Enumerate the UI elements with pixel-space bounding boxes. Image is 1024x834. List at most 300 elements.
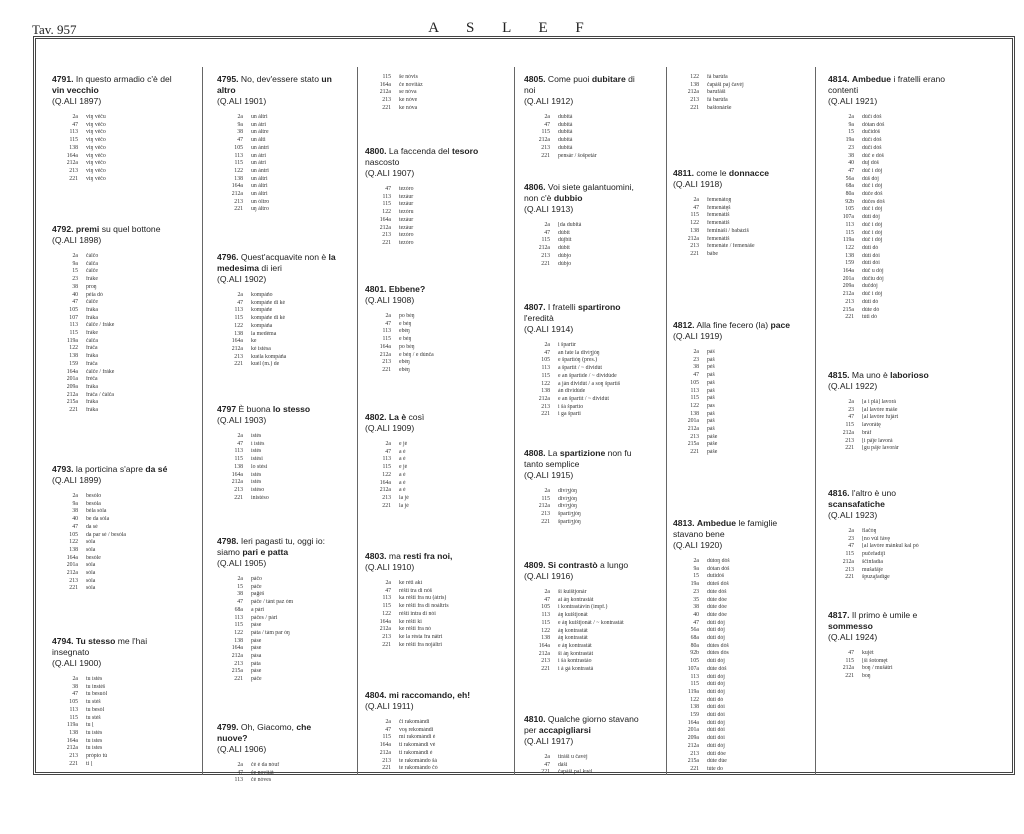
dialect-form: dútes dóš [707, 642, 729, 649]
locality-code: 80a [845, 191, 854, 198]
locality-code: 164a [379, 81, 391, 88]
dialect-form: pensǻr / šošpetǻr [558, 152, 597, 159]
dialect-form: dubitǻ [558, 137, 573, 144]
response-row [673, 758, 797, 766]
dialect-form: e jé [399, 441, 408, 447]
response-row [673, 697, 797, 705]
locality-code: 213 [69, 753, 78, 760]
locality-code: 213 [382, 494, 391, 501]
response-row [828, 114, 952, 122]
dialect-form: dúti dó [707, 696, 724, 703]
response-row [365, 186, 489, 194]
dialect-form: ebéŋ [399, 366, 410, 373]
locality-code: 221 [382, 239, 391, 246]
entry-text: come le [696, 168, 729, 178]
dialect-form: fráka [86, 314, 98, 321]
dialect-form: inistéso [251, 494, 269, 501]
response-row [52, 315, 176, 323]
dialect-form: femenátiš [707, 212, 730, 219]
response-row [217, 114, 341, 122]
map-entry [524, 302, 648, 419]
locality-code: 221 [845, 445, 854, 452]
dialect-form: kompáña [251, 322, 273, 329]
dialect-form: e béŋ / e dúnča [399, 351, 434, 358]
response-row [365, 634, 489, 642]
response-row [828, 283, 952, 291]
entry-text: l'eredità [524, 313, 554, 323]
response-row [52, 691, 176, 699]
locality-code: 221 [234, 361, 243, 368]
dialect-form: te rakomándo čó [399, 765, 438, 772]
response-row [673, 243, 797, 251]
response-row [524, 357, 648, 365]
locality-code: 213 [541, 511, 550, 518]
response-row [217, 433, 341, 441]
locality-code: 213 [541, 403, 550, 410]
response-row [828, 430, 952, 438]
locality-code: 122 [69, 539, 78, 546]
dialect-form: dútoŋ dóš [707, 558, 730, 564]
locality-code: 221 [234, 676, 243, 683]
response-row [673, 573, 797, 581]
dialect-form: tezǻur [399, 224, 414, 231]
locality-code: 2a [544, 222, 550, 228]
dialect-form: páta / tám par óŋ [251, 629, 290, 636]
dialect-form: dúš dój [862, 175, 879, 182]
response-row [524, 411, 648, 419]
locality-code: 122 [541, 380, 550, 387]
dialect-form: be da sóla [86, 516, 110, 523]
entry-title [828, 610, 952, 643]
dialect-form: besólo [86, 493, 102, 499]
response-row [524, 122, 648, 130]
response-row [673, 612, 797, 620]
response-row [365, 194, 489, 202]
response-row [365, 758, 489, 766]
response-list [365, 313, 489, 375]
response-row [673, 597, 797, 605]
response-row [52, 562, 176, 570]
locality-code: 221 [382, 502, 391, 509]
dialect-form: dúti dói [707, 712, 725, 719]
dialect-form: dúte dó [862, 306, 880, 313]
dialect-form: tezóru [399, 209, 414, 216]
entry-keyword: pace [770, 320, 791, 330]
dialect-form: viŋ vėčo [86, 144, 106, 151]
response-row [217, 668, 341, 676]
dialect-form: tezǻur [399, 216, 414, 223]
entry-source: (Q.ALI 1897) [52, 96, 102, 106]
response-row [217, 160, 341, 168]
dialect-form: dúčí dóš [862, 114, 882, 120]
dialect-form: ǻŋ kontrastǻt [558, 627, 588, 634]
locality-code: 164a [379, 742, 391, 749]
dialect-form: i špartír [558, 342, 576, 348]
locality-code: 209a [687, 735, 699, 742]
dialect-form: e an špartíde / ~ dividúde [558, 372, 617, 379]
dialect-form: própio tú [86, 753, 108, 760]
locality-code: 38 [848, 152, 854, 159]
response-list [524, 754, 648, 777]
map-entry [828, 370, 952, 453]
response-row [365, 352, 489, 360]
response-row [524, 381, 648, 389]
locality-code: 221 [234, 494, 243, 501]
locality-code: 40 [693, 611, 699, 618]
response-row [52, 168, 176, 176]
entry-title [217, 722, 341, 755]
response-row [828, 237, 952, 245]
locality-code: 138 [690, 704, 699, 711]
response-row [673, 674, 797, 682]
locality-code: 47 [72, 691, 78, 698]
locality-code: 122 [69, 345, 78, 352]
dialect-form: páŝ [707, 349, 715, 355]
locality-code: 221 [541, 666, 550, 673]
entry-text: nascosto [365, 157, 400, 167]
dialect-form: če novitǻz [399, 81, 423, 88]
locality-code: 159 [690, 712, 699, 719]
dialect-form: femenáto̜ŋ [707, 197, 732, 203]
dialect-form: páče [251, 676, 262, 683]
dialect-form: femenáte / femenáše [707, 243, 755, 250]
response-row [217, 354, 341, 362]
locality-code: 105 [690, 658, 699, 665]
locality-code: 115 [382, 734, 391, 741]
locality-code: 47 [693, 372, 699, 379]
dialect-form: dáši [558, 761, 568, 768]
response-row [217, 361, 341, 369]
response-row [828, 153, 952, 161]
response-row [524, 114, 648, 122]
dialect-form: páše [707, 449, 718, 456]
response-row [673, 228, 797, 236]
response-row [365, 619, 489, 627]
dialect-form: dučidóš [862, 129, 881, 136]
locality-code: 119a [842, 237, 854, 244]
response-row [673, 220, 797, 228]
locality-code: 47 [848, 543, 854, 550]
response-row [673, 441, 797, 449]
response-row [365, 734, 489, 742]
response-row [217, 762, 341, 770]
response-row [673, 388, 797, 396]
entry-title [524, 560, 648, 582]
locality-code: 38 [693, 604, 699, 611]
locality-code: 221 [690, 765, 699, 772]
locality-code: 212a [66, 745, 78, 752]
entry-source: (Q.ALI 1916) [524, 571, 574, 581]
entry-number: 4803. [365, 551, 387, 561]
entry-number: 4794. [52, 636, 74, 646]
map-entry [217, 252, 341, 369]
entry-keyword: dubbio [553, 193, 583, 203]
dialect-form: tu besuól [86, 691, 108, 698]
dialect-form: dúti dó [862, 244, 879, 251]
locality-code: 2a [237, 576, 243, 582]
entry-title [524, 302, 648, 335]
locality-code: 115 [845, 551, 854, 558]
response-row [52, 145, 176, 153]
dialect-form: ke réti akí [399, 580, 423, 586]
dialect-form: ti rakomándi vé [399, 742, 436, 749]
locality-code: 115 [234, 160, 243, 167]
response-row [673, 658, 797, 666]
response-list [673, 558, 797, 774]
locality-code: 213 [690, 750, 699, 757]
response-row [524, 253, 648, 261]
response-row [828, 399, 952, 407]
locality-code: 138 [690, 227, 699, 234]
dialect-form: réšti tra di nóš [399, 587, 433, 594]
dialect-form: še nóvis [399, 74, 418, 80]
dialect-form: dúč i dój [862, 167, 883, 174]
entry-source: (Q.ALI 1898) [52, 235, 102, 245]
locality-code: 138 [234, 330, 243, 337]
response-row [524, 230, 648, 238]
response-row [828, 567, 952, 575]
locality-code: 9a [72, 260, 78, 267]
response-row [828, 314, 952, 322]
entry-text: Ieri pagasti tu, oggi io: siamo [217, 536, 325, 557]
entry-number: 4802. [365, 412, 387, 422]
response-row [828, 260, 952, 268]
entry-keyword: Ambedue [696, 518, 737, 528]
dialect-form: dúče dóš [862, 191, 883, 198]
dialect-form: viŋ vėčo [86, 160, 106, 167]
dialect-form: sóla [86, 539, 96, 546]
dialect-form: da sé [86, 523, 98, 530]
entry-continuation [673, 74, 797, 113]
locality-code: 221 [382, 765, 391, 772]
entry-text: In questo armadio c'è del [75, 74, 172, 84]
map-entry [524, 448, 648, 527]
locality-code: 122 [845, 244, 854, 251]
locality-code: 138 [541, 635, 550, 642]
dialect-form: [al lavóre fujǻrt [862, 414, 899, 421]
locality-code: 138 [69, 546, 78, 553]
locality-code: 212a [231, 653, 243, 660]
response-row [828, 245, 952, 253]
dialect-form: e béŋ [399, 336, 412, 343]
locality-code: 119a [687, 688, 699, 695]
locality-code: 47 [544, 596, 550, 603]
entry-text: Oh, Giacomo, [240, 722, 297, 732]
entry-text: le famiglie stavano bene [673, 518, 778, 539]
entry-source: (Q.ALI 1907) [365, 168, 415, 178]
locality-code: 2a [72, 493, 78, 499]
dialect-form: femenátęš [707, 204, 731, 211]
entry-number: 4791. [52, 74, 74, 84]
response-list [365, 186, 489, 248]
entry-title [365, 690, 489, 712]
dialect-form: se nóva [399, 89, 417, 96]
dialect-form: ai ǻŋ kontrastǻt [558, 596, 594, 603]
response-row [217, 315, 341, 323]
response-list [828, 114, 952, 322]
dialect-form: kompáñe [251, 307, 273, 314]
locality-code: 47 [848, 650, 854, 656]
response-row [52, 376, 176, 384]
dialect-form: dúti dój [707, 688, 725, 695]
locality-code: 38 [237, 129, 243, 136]
dialect-form: tirǻši u čavéj [558, 754, 588, 760]
entry-source: (Q.ALI 1899) [52, 475, 102, 485]
response-list [365, 719, 489, 773]
response-row [52, 369, 176, 377]
dialect-form: tu ístés [86, 676, 103, 682]
response-row [52, 738, 176, 746]
response-row [365, 232, 489, 240]
entry-source: (Q.ALI 1921) [828, 96, 878, 106]
locality-code: 2a [544, 488, 550, 494]
dialect-form: viŋ vėčo [86, 167, 106, 174]
entry-title [673, 518, 797, 551]
response-row [217, 464, 341, 472]
response-row [828, 574, 952, 582]
dialect-form: pása [251, 653, 262, 660]
locality-code: 215a [687, 758, 699, 765]
dialect-form: páš [707, 410, 715, 417]
entry-keyword: donnacce [728, 168, 770, 178]
locality-code: 47 [237, 769, 243, 776]
entry-text: Ma uno è [851, 370, 891, 380]
response-row [828, 230, 952, 238]
locality-code: 113 [69, 706, 78, 713]
dialect-form: kuéla kompáña [251, 353, 287, 360]
response-list [217, 576, 341, 684]
entry-keyword: Ebbene? [388, 284, 426, 294]
response-row [52, 160, 176, 168]
locality-code: 113 [234, 614, 243, 621]
locality-code: 213 [845, 566, 854, 573]
response-row [52, 176, 176, 184]
locality-code: 80a [690, 642, 699, 649]
locality-code: 2a [544, 342, 550, 348]
response-list [217, 433, 341, 502]
map-entry [673, 168, 797, 259]
locality-code: 113 [382, 193, 391, 200]
entry-text: me l'hai insegnato [52, 636, 148, 657]
dialect-form: páče [251, 583, 262, 590]
dialect-form: [da dubitǻ [558, 222, 582, 228]
locality-code: 212a [687, 426, 699, 433]
response-row [217, 338, 341, 346]
response-row [524, 145, 648, 153]
entry-text: di noi [524, 74, 635, 95]
entry-keyword: tesoro [451, 146, 479, 156]
response-row [217, 145, 341, 153]
response-row [673, 349, 797, 357]
locality-code: 122 [690, 402, 699, 409]
response-row [673, 666, 797, 674]
response-row [365, 495, 489, 503]
entry-source: (Q.ALI 1923) [828, 510, 878, 520]
response-row [217, 346, 341, 354]
response-row [524, 589, 648, 597]
dialect-form: la jé [399, 494, 409, 501]
entry-keyword: vin vecchio [52, 85, 99, 95]
response-row [524, 628, 648, 636]
entry-text: No, dev'essere stato [240, 74, 322, 84]
locality-code: 47 [693, 204, 699, 211]
entry-keyword: laborioso [890, 370, 929, 380]
locality-code: 122 [234, 167, 243, 174]
locality-code: 221 [541, 152, 550, 159]
locality-code: 23 [848, 535, 854, 542]
response-row [52, 501, 176, 509]
dialect-form: dúčiu dój [862, 275, 884, 282]
locality-code: 212a [538, 650, 550, 657]
locality-code: 221 [845, 673, 854, 680]
dialect-form: [i pǻĵe lavorǻ [862, 437, 893, 444]
response-row [217, 137, 341, 145]
response-row [673, 689, 797, 697]
response-row [52, 570, 176, 578]
response-row [365, 359, 489, 367]
entry-number: 4813. [673, 518, 695, 528]
locality-code: 221 [234, 206, 243, 213]
locality-code: 221 [69, 407, 78, 414]
entry-source: (Q.ALI 1902) [217, 274, 267, 284]
dialect-form: páše [707, 433, 718, 440]
response-row [52, 330, 176, 338]
locality-code: 115 [690, 681, 699, 688]
response-row [673, 589, 797, 597]
locality-code: 212a [66, 570, 78, 577]
dialect-form: kuél (m.) de [251, 361, 280, 368]
column-divider [514, 67, 515, 775]
dialect-form: páš [707, 418, 715, 425]
dialect-form: fǻ barúfa [707, 74, 728, 80]
locality-code: 201a [687, 727, 699, 734]
entry-title [673, 168, 797, 190]
dialect-form: dúbit [558, 245, 570, 252]
response-row [673, 635, 797, 643]
dialect-form: dúti dóe [707, 750, 726, 757]
dialect-form: bábe [707, 250, 718, 257]
locality-code: 201a [687, 418, 699, 425]
atlas-title: A S L E F [428, 20, 596, 36]
response-row [828, 650, 952, 658]
dialect-form: ístéso [251, 486, 265, 493]
entry-keyword: mi raccomando, eh! [388, 690, 471, 700]
map-entry [365, 146, 489, 248]
response-row [217, 630, 341, 638]
locality-code: 56a [690, 627, 699, 634]
response-row [52, 730, 176, 738]
locality-code: 164a [66, 368, 78, 375]
dialect-form: un ǻtri [251, 152, 266, 159]
dialect-form: sóla [86, 585, 96, 592]
entry-text: a lungo [597, 560, 629, 570]
entry-source: (Q.ALI 1920) [673, 540, 723, 550]
locality-code: 105 [845, 206, 854, 213]
locality-code: 164a [66, 152, 78, 159]
locality-code: 212a [231, 345, 243, 352]
locality-code: 115 [234, 315, 243, 322]
dialect-form: a é [399, 479, 406, 486]
response-row [673, 704, 797, 712]
entry-keyword: un altro [217, 74, 332, 95]
response-row [365, 595, 489, 603]
map-entry [52, 74, 176, 183]
response-row [524, 488, 648, 496]
entry-source: (Q.ALI 1917) [524, 736, 574, 746]
entry-text: Qualche giorno stavano per [524, 714, 639, 735]
dialect-form: e jé [399, 464, 408, 471]
response-row [524, 350, 648, 358]
